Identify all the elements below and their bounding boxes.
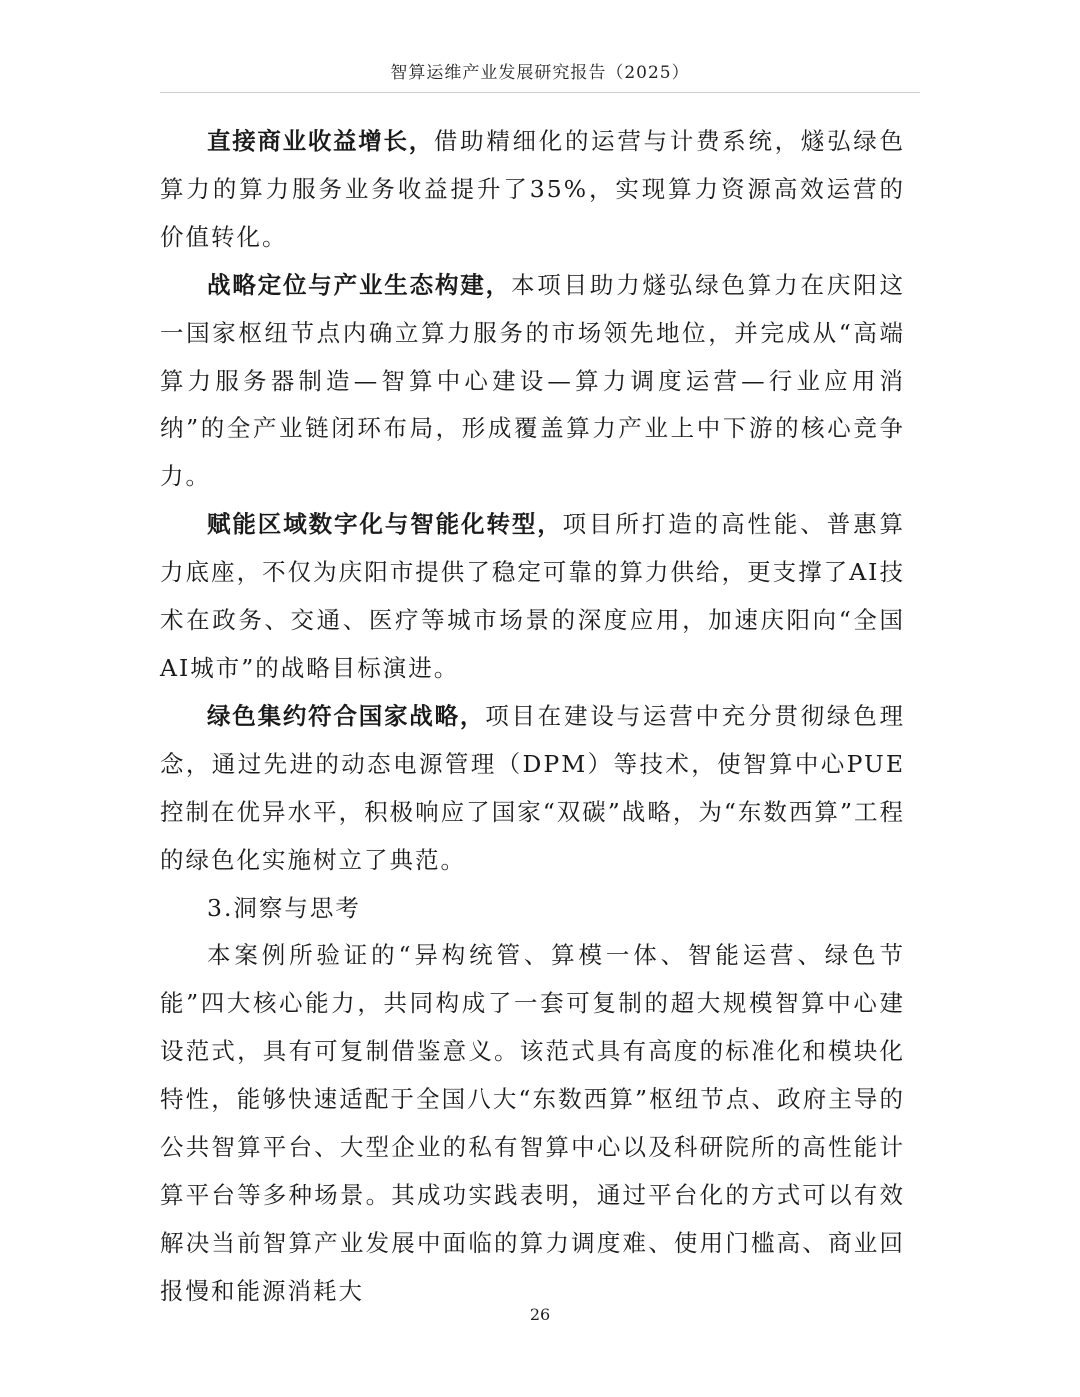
page-number: 26 xyxy=(529,1305,551,1324)
header-divider xyxy=(160,92,920,93)
paragraph-regional-transformation xyxy=(160,501,905,693)
paragraph-text: 项目所打造的高性能、普惠算力底座，不仅为庆阳市提供了稳定可靠的算力供给，更支撑了AI技术在政务、交通、医疗等城市场景的深度应用，加速庆阳向“全国AI城市”的战略目标演进。 xyxy=(160,510,906,682)
paragraph-text: 本项目助力燧弘绿色算力在庆阳这一国家枢纽节点内确立算力服务的市场领先地位，并完成从“高端算力服务器制造—智算中心建设—算力调度运营—行业应用消纳”的全产业链闭环布局，形成覆盖算力产业上中下游的核心竞争力。 xyxy=(160,270,906,491)
paragraph-lead: 绿色集约符合国家战略， xyxy=(207,701,486,730)
paragraph-green-strategy xyxy=(160,693,905,885)
paragraph-lead: 直接商业收益增长， xyxy=(207,127,434,155)
paragraph-text: 项目在建设与运营中充分贯彻绿色理念，通过先进的动态电源管理（DPM）等技术，使智算中心PUE控制在优异水平，积极响应了国家“双碳”战略，为“东数西算”工程的绿色化实施树立了典范。 xyxy=(160,701,906,874)
section-heading: 3.洞察与思考 xyxy=(207,893,361,922)
section-body: 本案例所验证的“异构统管、算模一体、智能运营、绿色节能”四大核心能力，共同构成了一套可复制的超大规模智算中心建设范式，具有可复制借鉴意义。该范式具有高度的标准化和模块化特性，能够快速适配于全国八大“东数西算”枢纽节点、政府主导的公共智算平台、大型企业的私有智算中心以及科研院所的高性能计算平台等多种场景。其成功实践表明，通过平台化的方式可以有效解决当前智算产业发展中面临的算力调度难、使用门槛高、商业回报慢和能源消耗大 xyxy=(160,941,905,1305)
paragraph-lead: 赋能区域数字化与智能化转型， xyxy=(207,510,563,539)
paragraph-lead: 战略定位与产业生态构建， xyxy=(207,270,511,299)
paragraph-text: 借助精细化的运营与计费系统，燧弘绿色算力的算力服务业务收益提升了35%，实现算力资源高效运营的价值转化。 xyxy=(160,127,906,251)
paragraph-strategic-positioning xyxy=(160,262,905,502)
document-body xyxy=(160,118,905,1316)
paragraph-commercial-revenue xyxy=(160,118,905,262)
running-header: 智算运维产业发展研究报告（2025） xyxy=(390,63,690,83)
